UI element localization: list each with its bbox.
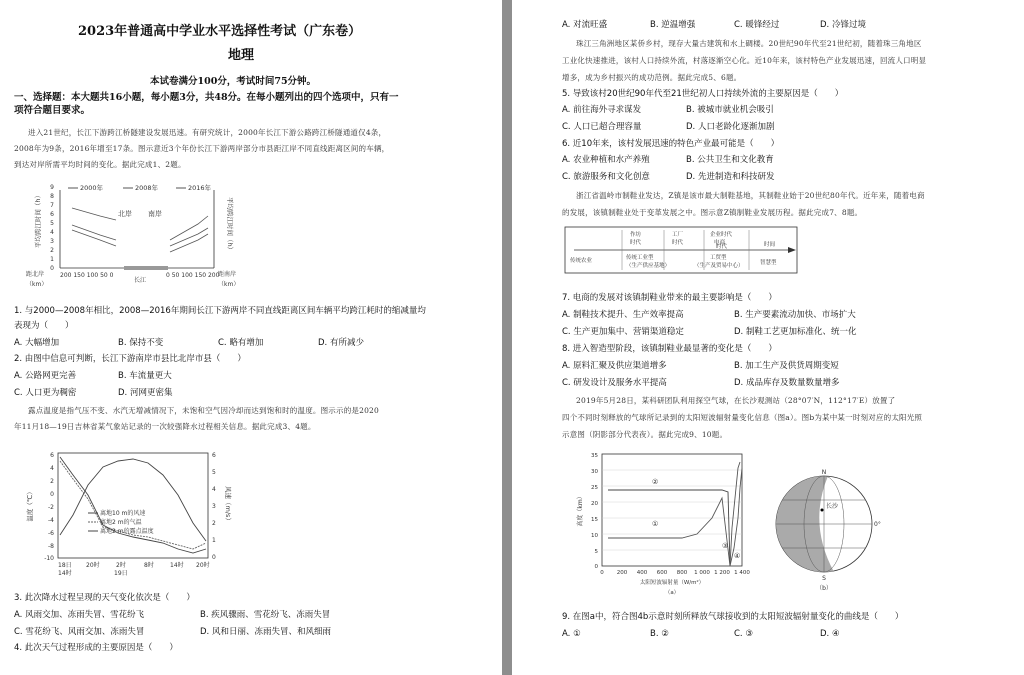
ytick-left: -6 bbox=[48, 530, 54, 537]
arrow-head bbox=[788, 247, 796, 253]
ylabel: 高度（km） bbox=[577, 493, 584, 527]
q6-option-d[interactable]: D. 先进制造和科技研发 bbox=[686, 172, 775, 182]
xtick: 200 bbox=[616, 570, 628, 576]
q9-stem: 9. 在图a中，符合图4b示意时刻所释放气球接收到的太阳短波辐射量变化的曲线是（ ） bbox=[562, 612, 904, 622]
q1-option-d[interactable]: D. 有所减少 bbox=[318, 338, 364, 348]
q6-stem: 6. 近10年来，该村发展迅速的特色产业最可能是（ ） bbox=[562, 139, 780, 149]
ylabel-right: 平均跨江时间（h） bbox=[226, 196, 234, 254]
ytick-right: 4 bbox=[212, 486, 216, 493]
section-heading: 一、选择题：本大题共16小题，每小题3分，共48分。在每小题列出的四个选项中，只有一 bbox=[14, 92, 399, 103]
curve-1-label: ① bbox=[652, 520, 659, 528]
changsha-label: 长沙 bbox=[826, 503, 839, 510]
q2-option-a[interactable]: A. 公路网更完善 bbox=[14, 371, 77, 381]
q2-option-c[interactable]: C. 人口更为稠密 bbox=[14, 388, 77, 398]
industry-development-diagram bbox=[564, 226, 824, 276]
q7-option-c[interactable]: C. 生产更加集中、营销渠道稳定 bbox=[562, 327, 684, 337]
q7-option-b[interactable]: B. 生产要素流动加快、市场扩大 bbox=[734, 310, 856, 320]
ytick-left: 6 bbox=[50, 452, 54, 459]
passage2-line: 露点温度是指气压不变、水汽无增减情况下，未饱和空气因冷却而达到饱和时的温度。图示示的是2020 bbox=[28, 406, 379, 415]
passage5-line: 示意图（阴影部分代表夜）。据此完成9、10题。 bbox=[562, 430, 728, 439]
legend-2000: 2000年 bbox=[80, 184, 104, 192]
xlabel-right: 距南岸 bbox=[218, 271, 237, 278]
q5-option-c[interactable]: C. 人口已超合理容量 bbox=[562, 122, 642, 132]
south-bank-label: 南岸 bbox=[148, 210, 162, 218]
ytick-right: 0 bbox=[212, 554, 216, 561]
q1-option-b[interactable]: B. 保持不变 bbox=[118, 338, 164, 348]
illumination-globe bbox=[762, 468, 892, 593]
q6-option-a[interactable]: A. 农业种植和水产养殖 bbox=[562, 155, 650, 165]
stage-factory: 工厂 bbox=[672, 232, 684, 238]
q3-option-b[interactable]: B. 疾风骤雨、雪花纷飞、冻雨失冒 bbox=[200, 610, 331, 620]
passage4-line: 的发展，该镇制鞋业处于变革发展之中。图示意Z镇制鞋业发展历程。据此完成7、8题。 bbox=[562, 208, 863, 217]
stage-workshop-era: 时代 bbox=[630, 240, 642, 246]
equator-label: 0° bbox=[874, 521, 881, 528]
ytick-left: 2 bbox=[50, 478, 54, 485]
q2-stem: 2. 由图中信息可判断，长江下游南岸市县比北岸市县（ ） bbox=[14, 354, 246, 364]
ytick: 15 bbox=[591, 517, 598, 523]
q1-stem: 1. 与2000—2008年相比，2008—2016年期间长江下游两岸不同直线距离区间车辆平均跨江耗时的缩减量均 bbox=[14, 306, 426, 316]
q3-option-c[interactable]: C. 雪花纷飞、风雨交加、冻雨失冒 bbox=[14, 627, 145, 637]
passage2-line: 年11月18—19日吉林省某气象站记录的一次较强降水过程相关信息。据此完成3、4题。 bbox=[14, 422, 316, 431]
type-traditional-agri: 传统农业 bbox=[570, 258, 593, 264]
q9-option-b[interactable]: B. ② bbox=[650, 629, 669, 639]
ytick-left: 0 bbox=[50, 491, 54, 498]
q6-option-c[interactable]: C. 旅游服务和文化创意 bbox=[562, 172, 650, 182]
passage3-line: 增多，成为乡村振兴的成功范例。据此完成5、6题。 bbox=[562, 73, 742, 82]
xticks-right: 0 50 100 150 200 bbox=[166, 272, 220, 279]
xlabel-left: 距北岸 bbox=[26, 271, 45, 278]
river-band bbox=[124, 266, 168, 270]
ytick: 10 bbox=[591, 533, 598, 539]
plot-frame bbox=[602, 454, 742, 566]
q2-option-d[interactable]: D. 河网更密集 bbox=[118, 388, 173, 398]
xlabel: 太阳短波辐射量（W/m²） bbox=[639, 580, 705, 586]
ytick-label: 0 bbox=[50, 265, 54, 272]
legend-wind: 离地10 m的风速 bbox=[100, 510, 146, 517]
ytick-right: 6 bbox=[212, 452, 216, 459]
q3-option-d[interactable]: D. 风和日丽、冻雨失冒、和风细雨 bbox=[200, 627, 331, 637]
ytick-label: 4 bbox=[50, 229, 54, 236]
passage4-line: 浙江省温岭市制鞋业发达，Z镇是该市最大制鞋基地，其制鞋业始于20世纪80年代。近年来，随着电商 bbox=[576, 191, 925, 200]
xtick: 14时 bbox=[170, 562, 184, 569]
q4-option-a[interactable]: A. 对流旺盛 bbox=[562, 20, 608, 30]
ylabel-temperature: 温度（℃） bbox=[26, 488, 34, 522]
ytick-label: 8 bbox=[50, 193, 54, 200]
q9-option-a[interactable]: A. ① bbox=[562, 629, 581, 639]
legend-air-temp: 离地2 m的气温 bbox=[100, 519, 142, 526]
q8-stem: 8. 进入智造型阶段，该镇制鞋业最显著的变化是（ ） bbox=[562, 344, 777, 354]
q4-option-b[interactable]: B. 逆温增强 bbox=[650, 20, 696, 30]
xtick: 400 bbox=[636, 570, 648, 576]
ytick-left: -10 bbox=[44, 555, 54, 562]
river-label: 长江 bbox=[134, 277, 147, 284]
exam-page-2 bbox=[512, 0, 1024, 675]
stage-ecommerce-era: 时代 bbox=[716, 244, 728, 250]
xtick: 1 000 bbox=[694, 570, 710, 576]
ytick-left: -8 bbox=[48, 543, 54, 550]
ytick: 20 bbox=[591, 501, 598, 507]
q1-option-a[interactable]: A. 大幅增加 bbox=[14, 338, 60, 348]
curve-4-label: ④ bbox=[734, 552, 741, 560]
section-heading-cont: 项符合题目要求。 bbox=[14, 105, 91, 116]
series-dewpoint bbox=[60, 457, 206, 553]
q5-stem: 5. 导致该村20世纪90年代至21世纪初人口持续外流的主要原因是（ ） bbox=[562, 89, 844, 99]
type-traditional-industry: 传统工业型 bbox=[626, 255, 654, 261]
ylabel-wind: 风速（m/s） bbox=[224, 486, 232, 524]
passage3-line: 珠江三角洲地区某侨乡村，现存大量古建筑和水上碉楼。20世纪90年代至21世纪初，随着珠三角地区 bbox=[576, 39, 922, 48]
type-traditional-industry-note: （生产供应基地） bbox=[626, 263, 671, 269]
plot-frame bbox=[58, 453, 208, 558]
q7-option-d[interactable]: D. 制鞋工艺更加标准化、统一化 bbox=[734, 327, 857, 337]
q4-option-c[interactable]: C. 暖锋经过 bbox=[734, 20, 780, 30]
ytick-right: 3 bbox=[212, 503, 216, 510]
passage5-line: 2019年5月28日，某科研团队利用探空气球，在长沙观测站（28°07′N，112°17′E）放置了 bbox=[576, 396, 896, 405]
curve-3-label: ③ bbox=[722, 542, 729, 550]
xtick: 0 bbox=[600, 570, 604, 576]
exam-page-1 bbox=[0, 0, 502, 675]
xtick: 1 200 bbox=[714, 570, 730, 576]
ytick-label: 5 bbox=[50, 220, 54, 227]
q5-option-d[interactable]: D. 人口老龄化逐渐加剧 bbox=[686, 122, 775, 132]
xtick: 18日 bbox=[58, 562, 72, 569]
passage3-line: 工业化快速推进，该村人口持续外流，村落逐渐空心化。近10年来，该村特色产业发展迅速，回流人口明显 bbox=[562, 56, 927, 65]
passage1-line: 2008年为9条，2016年增至17条。图示意近3个年份长江下游两岸部分市县距江岸不同直线距离区间的车辆， bbox=[14, 144, 390, 153]
passage5-line: 四个不同时刻释放的气球所记录到的太阳短波辐射量变化信息（图a）。图b为某中某一时刻对应的太阳光照 bbox=[562, 413, 923, 422]
q3-option-a[interactable]: A. 风雨交加、冻雨失冒、雪花纷飞 bbox=[14, 610, 145, 620]
series-2000-north bbox=[72, 208, 116, 220]
q7-stem: 7. 电商的发展对该镇制鞋业带来的最主要影响是（ ） bbox=[562, 293, 777, 303]
stage-ecommerce: 电商 bbox=[714, 240, 726, 246]
series-2000-south bbox=[170, 216, 208, 240]
xtick-sub: 14时 bbox=[58, 570, 72, 577]
q6-option-b[interactable]: B. 公共卫生和文化教育 bbox=[686, 155, 774, 165]
xtick: 20时 bbox=[86, 562, 100, 569]
fig-b-caption: （b） bbox=[816, 585, 832, 592]
q8-option-b[interactable]: B. 加工生产及供货周期变短 bbox=[734, 361, 839, 371]
q5-option-a[interactable]: A. 前往海外寻求谋发 bbox=[562, 105, 642, 115]
ytick: 25 bbox=[591, 485, 598, 491]
weather-chart bbox=[18, 445, 233, 580]
legend-dewpoint: 离地2 m的露点温度 bbox=[100, 528, 154, 535]
series-air-temp bbox=[60, 461, 206, 549]
ytick-right: 5 bbox=[212, 469, 216, 476]
changsha-point bbox=[821, 509, 824, 512]
q9-option-c[interactable]: C. ③ bbox=[734, 629, 753, 639]
xlabel-right-unit: （km） bbox=[218, 281, 240, 288]
q9-option-d[interactable]: D. ④ bbox=[820, 629, 840, 639]
exam-title: 2023年普通高中学业水平选择性考试（广东卷） bbox=[78, 24, 362, 39]
ytick-right: 2 bbox=[212, 520, 216, 527]
xticks-left: 200 150 100 50 0 bbox=[60, 272, 114, 279]
curve-1 bbox=[608, 498, 730, 566]
time-label: 时间 bbox=[764, 242, 776, 248]
ytick-label: 6 bbox=[50, 211, 54, 218]
ytick: 35 bbox=[591, 453, 598, 459]
ytick: 5 bbox=[594, 549, 598, 555]
xtick: 8时 bbox=[144, 562, 154, 569]
ytick: 0 bbox=[594, 564, 598, 570]
q2-option-b[interactable]: B. 车流量更大 bbox=[118, 371, 172, 381]
q8-option-c[interactable]: C. 研发设计及服务水平提高 bbox=[562, 378, 667, 388]
ytick-label: 1 bbox=[50, 256, 54, 263]
south-pole-label: S bbox=[822, 575, 826, 582]
q7-option-a[interactable]: A. 制鞋技术提升、生产效率提高 bbox=[562, 310, 684, 320]
exam-info: 本试卷满分100分，考试时间75分钟。 bbox=[150, 76, 317, 87]
q8-option-d[interactable]: D. 成品库存及数量数量增多 bbox=[734, 378, 840, 388]
xtick: 20时 bbox=[196, 562, 210, 569]
ytick-label: 9 bbox=[50, 184, 54, 191]
type-industry-trade: 工贸型 bbox=[710, 255, 727, 261]
ytick-label: 7 bbox=[50, 202, 54, 209]
type-smart: 智慧型 bbox=[760, 260, 777, 266]
curve-2 bbox=[608, 490, 730, 566]
xtick: 600 bbox=[656, 570, 668, 576]
stage-factory-era: 时代 bbox=[672, 240, 684, 246]
subject-title: 地理 bbox=[228, 48, 255, 63]
passage1-line: 到达对岸所需平均时间的变化。据此完成1、2题。 bbox=[14, 160, 186, 169]
legend-2016: 2016年 bbox=[188, 184, 212, 192]
north-bank-label: 北岸 bbox=[118, 210, 132, 218]
ytick-label: 2 bbox=[50, 247, 54, 254]
north-pole-label: N bbox=[821, 469, 827, 476]
q5-option-b[interactable]: B. 被城市就业机会吸引 bbox=[686, 105, 774, 115]
crossing-time-chart bbox=[18, 180, 253, 295]
ytick-label: 3 bbox=[50, 238, 54, 245]
passage1-line: 进入21世纪，长江下游跨江桥隧建设发展迅速。有研究统计，2000年长江下游公路跨江桥隧通道仅4条， bbox=[28, 128, 387, 137]
ytick: 30 bbox=[591, 469, 598, 475]
fig-a-caption: （a） bbox=[664, 590, 680, 596]
xtick: 800 bbox=[676, 570, 688, 576]
q4-option-d[interactable]: D. 冷锋过境 bbox=[820, 20, 866, 30]
stage-workshop: 作坊 bbox=[630, 232, 642, 238]
xtick: 2时 bbox=[116, 562, 126, 569]
q8-option-a[interactable]: A. 原料汇聚及供应渠道增多 bbox=[562, 361, 667, 371]
curve-2-label: ② bbox=[652, 478, 659, 486]
ytick-left: 4 bbox=[50, 465, 54, 472]
q1-stem-cont: 表现为（ ） bbox=[14, 321, 74, 331]
xtick-sub: 19日 bbox=[114, 570, 128, 577]
radiation-height-chart bbox=[572, 448, 757, 598]
q1-option-c[interactable]: C. 略有增加 bbox=[218, 338, 264, 348]
ytick-left: -2 bbox=[48, 504, 54, 511]
ytick-right: 1 bbox=[212, 537, 216, 544]
ytick-left: -4 bbox=[48, 517, 54, 524]
legend-2008: 2008年 bbox=[135, 184, 159, 192]
q4-stem: 4. 此次天气过程形成的主要原因是（ ） bbox=[14, 643, 178, 653]
q3-stem: 3. 此次降水过程呈现的天气变化依次是（ ） bbox=[14, 593, 195, 603]
type-industry-trade-note: （生产及贸易中心） bbox=[694, 263, 744, 269]
xlabel-left-unit: （km） bbox=[26, 281, 48, 288]
stage-enterprise: 企业时代 bbox=[710, 232, 733, 238]
ylabel-left: 平均跨江时间（h） bbox=[34, 191, 42, 249]
xtick: 1 400 bbox=[734, 570, 750, 576]
